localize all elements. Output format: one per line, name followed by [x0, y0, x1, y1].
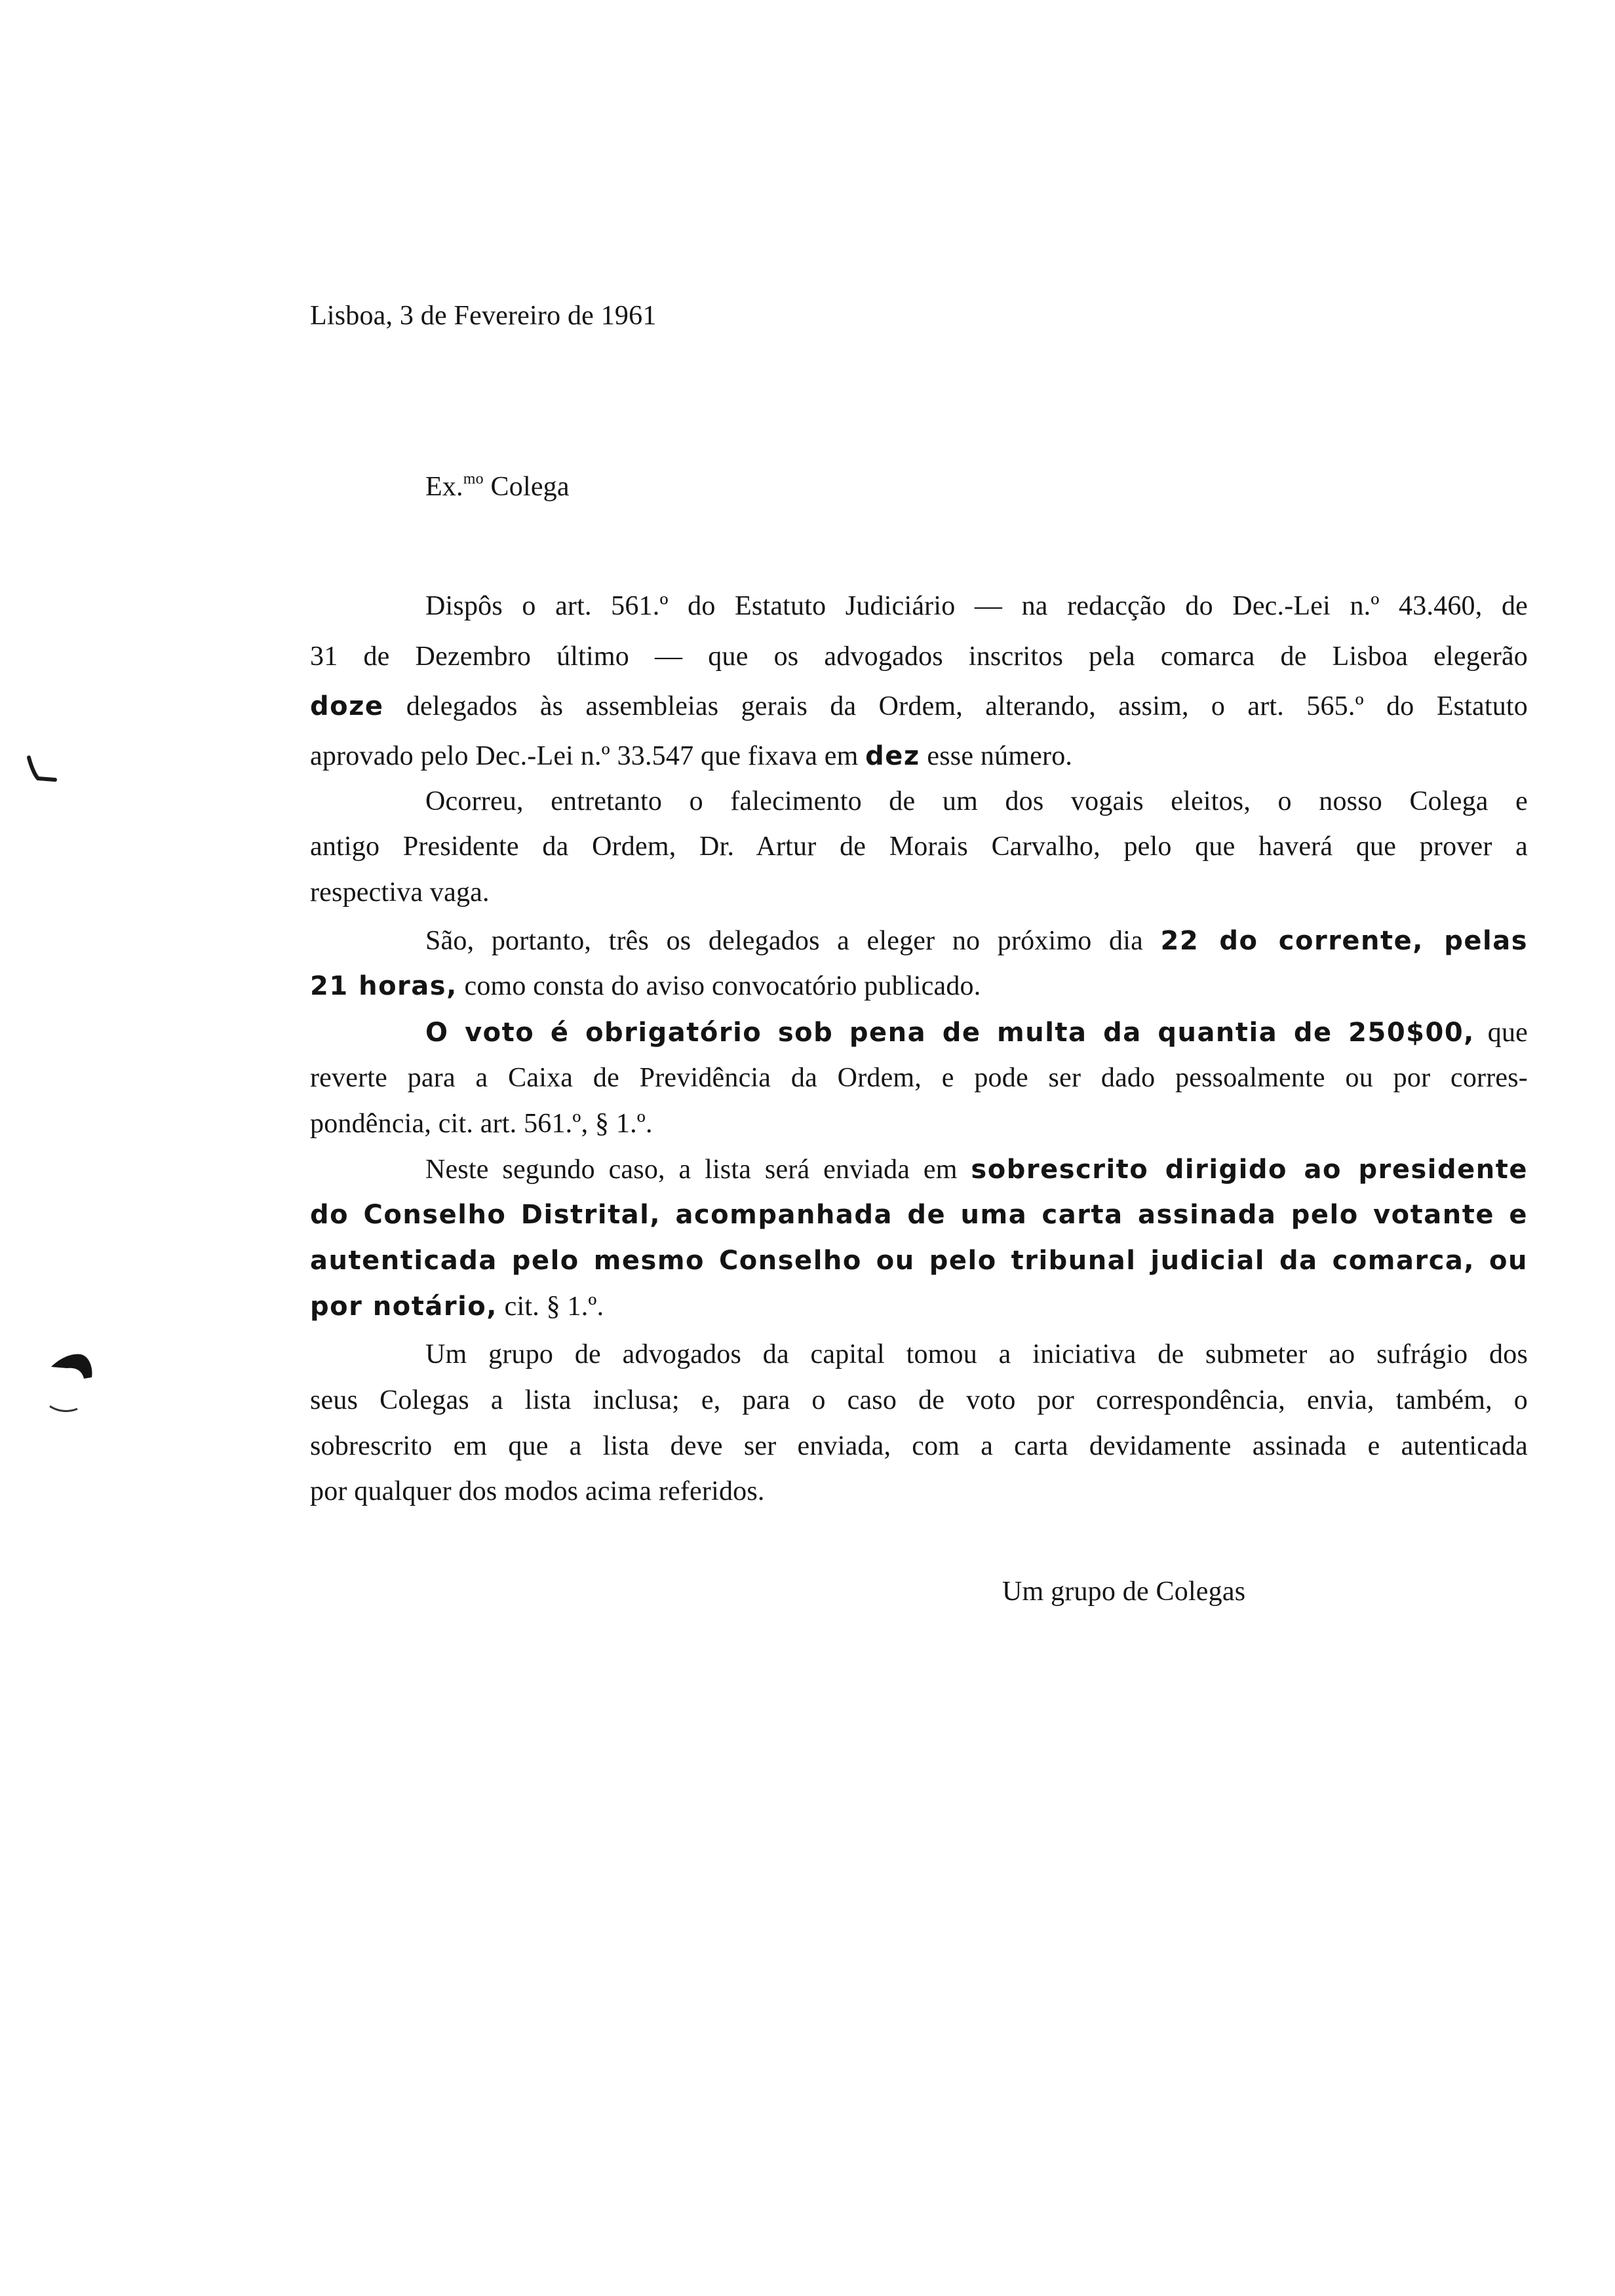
margin-tick-mark: [26, 754, 59, 786]
paragraph-1-line-2: 31 de Dezembro último — que os advogados inscritos pela comarca de Lisboa elegerão: [310, 641, 1528, 672]
letter-date: Lisboa, 3 de Fevereiro de 1961: [310, 301, 657, 331]
paragraph-4-line-3: pondência, cit. art. 561.º, § 1.º.: [310, 1109, 653, 1139]
paragraph-5-line-2: do Conselho Distrital, acompanhada de uma carta assinada pelo votante e: [310, 1200, 1528, 1230]
paragraph-2-line-3: respectiva vaga.: [310, 877, 490, 908]
paragraph-6-line-1: Um grupo de advogados da capital tomou a iniciativa de submeter ao sufrágio dos: [425, 1339, 1528, 1369]
margin-punch-mark: [45, 1343, 104, 1415]
paragraph-4-line-1: [425, 1016, 1528, 1049]
emphasis-date: 22 do corrente, pelas: [1160, 926, 1528, 956]
paragraph-1-line-4-end: esse número.: [927, 741, 1073, 771]
emphasis-mandatory-vote: O voto é obrigatório sob pena de multa da quantia de 250$00,: [425, 1018, 1475, 1048]
paragraph-1-line-3-rest: delegados às assembleias gerais da Ordem, alterando, assim, o art. 565.º do Estatuto: [406, 691, 1528, 721]
paragraph-5-line-1-text: Neste segundo caso, a lista será enviada em: [425, 1155, 958, 1185]
emphasis-notary: por notário,: [310, 1292, 497, 1322]
salutation: [425, 470, 570, 503]
salutation-prefix: Ex.: [425, 472, 463, 502]
paragraph-5-line-1: [425, 1153, 1528, 1186]
paragraph-1-line-4-text: aprovado pelo Dec.-Lei n.º 33.547 que fixava em: [310, 741, 859, 771]
paragraph-3-line-1-text: São, portanto, três os delegados a eleger no próximo dia: [425, 926, 1143, 956]
salutation-word: Colega: [490, 472, 570, 502]
emphasis-dez: dez: [865, 741, 920, 771]
salutation-superscript: mo: [463, 470, 484, 488]
paragraph-2-line-1: Ocorreu, entretanto o falecimento de um dos vogais eleitos, o nosso Colega e: [425, 786, 1528, 816]
emphasis-time: 21 horas,: [310, 971, 457, 1001]
paragraph-6-line-2: seus Colegas a lista inclusa; e, para o caso de voto por correspondência, envia, também, o: [310, 1385, 1528, 1415]
paragraph-1-line-4: [310, 740, 1072, 773]
paragraph-4-line-2: reverte para a Caixa de Previdência da Ordem, e pode ser dado pessoalmente ou por corres-: [310, 1063, 1528, 1093]
paragraph-5-line-3: autenticada pelo mesmo Conselho ou pelo tribunal judicial da comarca, ou: [310, 1246, 1528, 1276]
paragraph-6-line-3: sobrescrito em que a lista deve ser enviada, com a carta devidamente assinada e autenticada: [310, 1431, 1528, 1461]
emphasis-doze: doze: [310, 691, 384, 721]
paragraph-3-line-1: [425, 925, 1528, 957]
paragraph-1-line-1: Dispôs o art. 561.º do Estatuto Judiciário — na redacção do Dec.-Lei n.º 43.460, de: [425, 591, 1528, 621]
emphasis-envelope: sobrescrito dirigido ao presidente: [971, 1155, 1528, 1185]
paragraph-1-line-3: [310, 690, 1528, 723]
paragraph-6-line-4: por qualquer dos modos acima referidos.: [310, 1476, 765, 1506]
paragraph-4-line-1-end: que: [1487, 1018, 1528, 1048]
paragraph-5-line-4-text: cit. § 1.º.: [504, 1292, 604, 1322]
paragraph-2-line-2: antigo Presidente da Ordem, Dr. Artur de Morais Carvalho, pelo que haverá que prover a: [310, 832, 1528, 862]
paragraph-3-line-2-text: como consta do aviso convocatório publicado.: [464, 971, 981, 1001]
paragraph-5-line-4: [310, 1290, 604, 1323]
paragraph-3-line-2: [310, 970, 981, 1003]
signature: Um grupo de Colegas: [1002, 1577, 1246, 1607]
